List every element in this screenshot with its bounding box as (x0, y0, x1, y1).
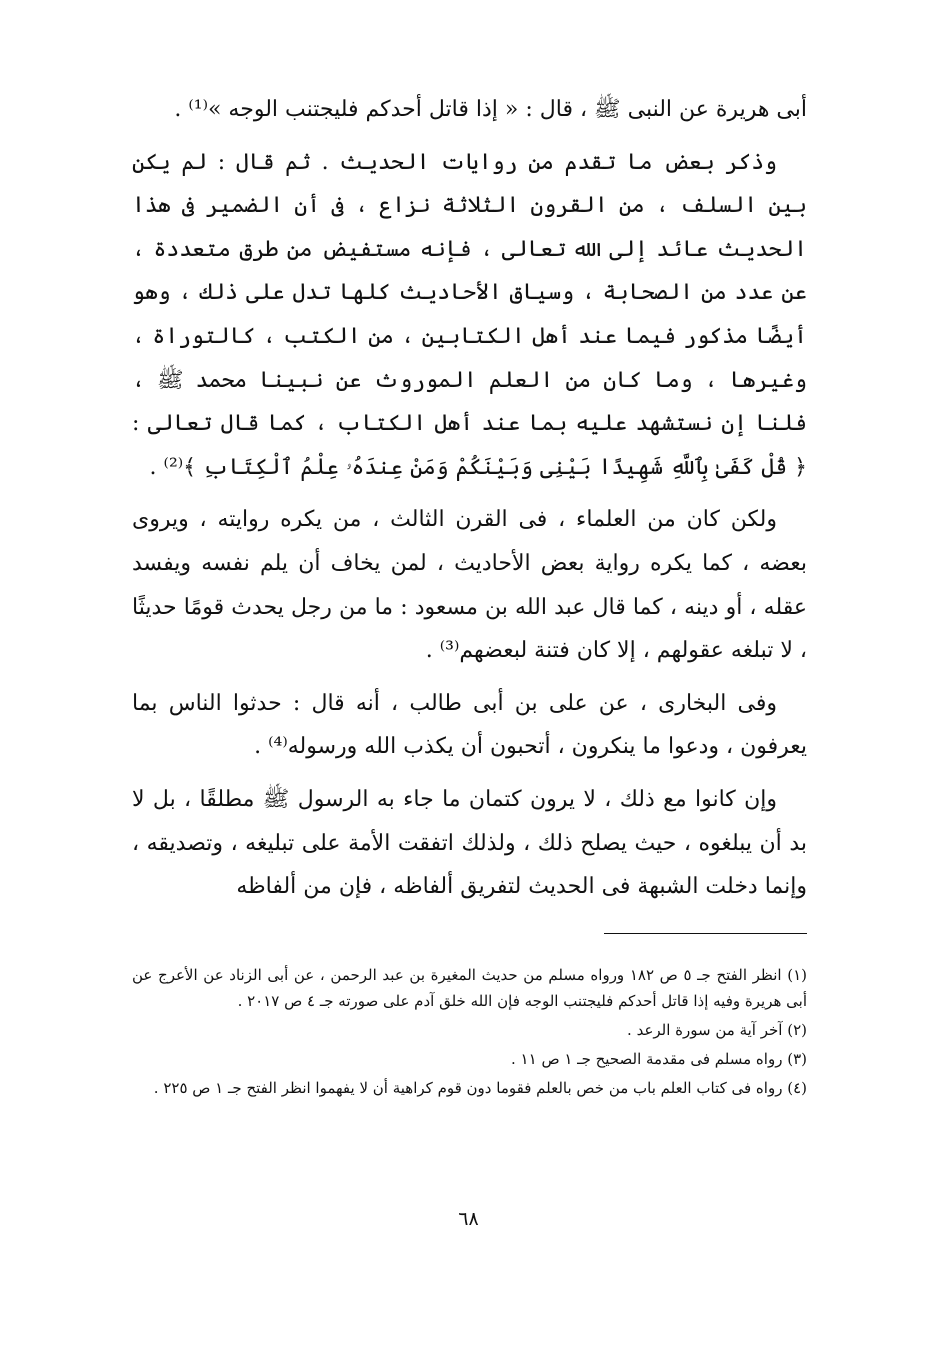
footnote-divider (604, 933, 807, 934)
paragraph-1: أبى هريرة عن النبى ﷺ ، قال : « إذا قاتل أحدكم فليجتنب الوجه »⁽¹⁾ . (174, 97, 807, 122)
paragraph-3: ولكن كان من العلماء ، فى القرن الثالث ، من يكره روايته ، ويروى بعضه ، كما يكره رواية بعض الأحاديث ، لمن يخاف أن يلم نفسه ويفسد عقله ، أو دينه ، كما قال عبد الله بن مسعود : ما من رجل يحدث قومًا حديثًا ، لا تبلغه عقولهم ، إلا كان فتنة لبعضهم⁽³⁾ . (132, 507, 807, 664)
footnote-2: (٢) آخر آية من سورة الرعد . (627, 1021, 807, 1039)
footnote-1: (١) انظر الفتح جـ ٥ ص ١٨٢ ورواه مسلم من حديث المغيرة بن عبد الرحمن ، عن أبى الزناد عن الأعرج عن أبى هريرة وفيه إذا قاتل أحدكم فليجتنب الوجه فإن الله خلق آدم على صورته جـ ٤ ص ٢٠١٧ . (132, 966, 808, 1010)
paragraph-2: وذكر بعض ما تقدم من روايات الحديث . ثم قال : لم يكن بين السلف ، من القرون الثلاثة نزاع ، فى أن الضمير فى هذا الحديث عائد إلى الله تعالى ، فإنه مستفيض من طرق متعددة ، عن عدد من الصحابة ، وسياق الأحاديث كلها تدل على ذلك ، وهو أيضًا مذكور فيما عند أهل الكتابين ، من الكتب ، كالتوراة ، وغيرها ، وما كان من العلم الموروث عن نبينا محمد ﷺ ، فلنا إن نستشهد عليه بما عند أهل الكتاب ، كما قال تعالى : ﴿ قُلْ كَفَىٰ بِٱللَّهِ شَهِيدًا بَيْنِى وَبَيْنَكُمْ وَمَنْ عِندَهُۥ عِلْمُ ٱلْكِتَابِ ﴾⁽²⁾ . (132, 149, 807, 480)
footnote-3: (٣) رواه مسلم فى مقدمة الصحيح جـ ١ ص ١١ . (511, 1050, 807, 1068)
main-text (132, 88, 807, 909)
page-number: ٦٨ (458, 1208, 479, 1230)
paragraph-5: وإن كانوا مع ذلك ، لا يرون كتمان ما جاء به الرسول ﷺ مطلقًا ، بل لا بد أن يبلغوه ، حيث يصلح ذلك ، ولذلك اتفقت الأمة على تبليغه ، وتصديقه ، وإنما دخلت الشبهة فى الحديث لتفريق ألفاظه ، فإن من ألفاظه (132, 786, 807, 900)
footnote-4: (٤) رواه فى كتاب العلم باب من خص بالعلم فقوما دون قوم كراهية أن لا يفهموا انظر الفتح جـ ١ ص ٢٢٥ . (153, 1079, 807, 1097)
footnotes (132, 962, 807, 1104)
paragraph-4: وفى البخارى ، عن على بن أبى طالب ، أنه قال : حدثوا الناس بما يعرفون ، ودعوا ما ينكرون ، أتحبون أن يكذب الله ورسوله⁽⁴⁾ . (132, 690, 807, 760)
